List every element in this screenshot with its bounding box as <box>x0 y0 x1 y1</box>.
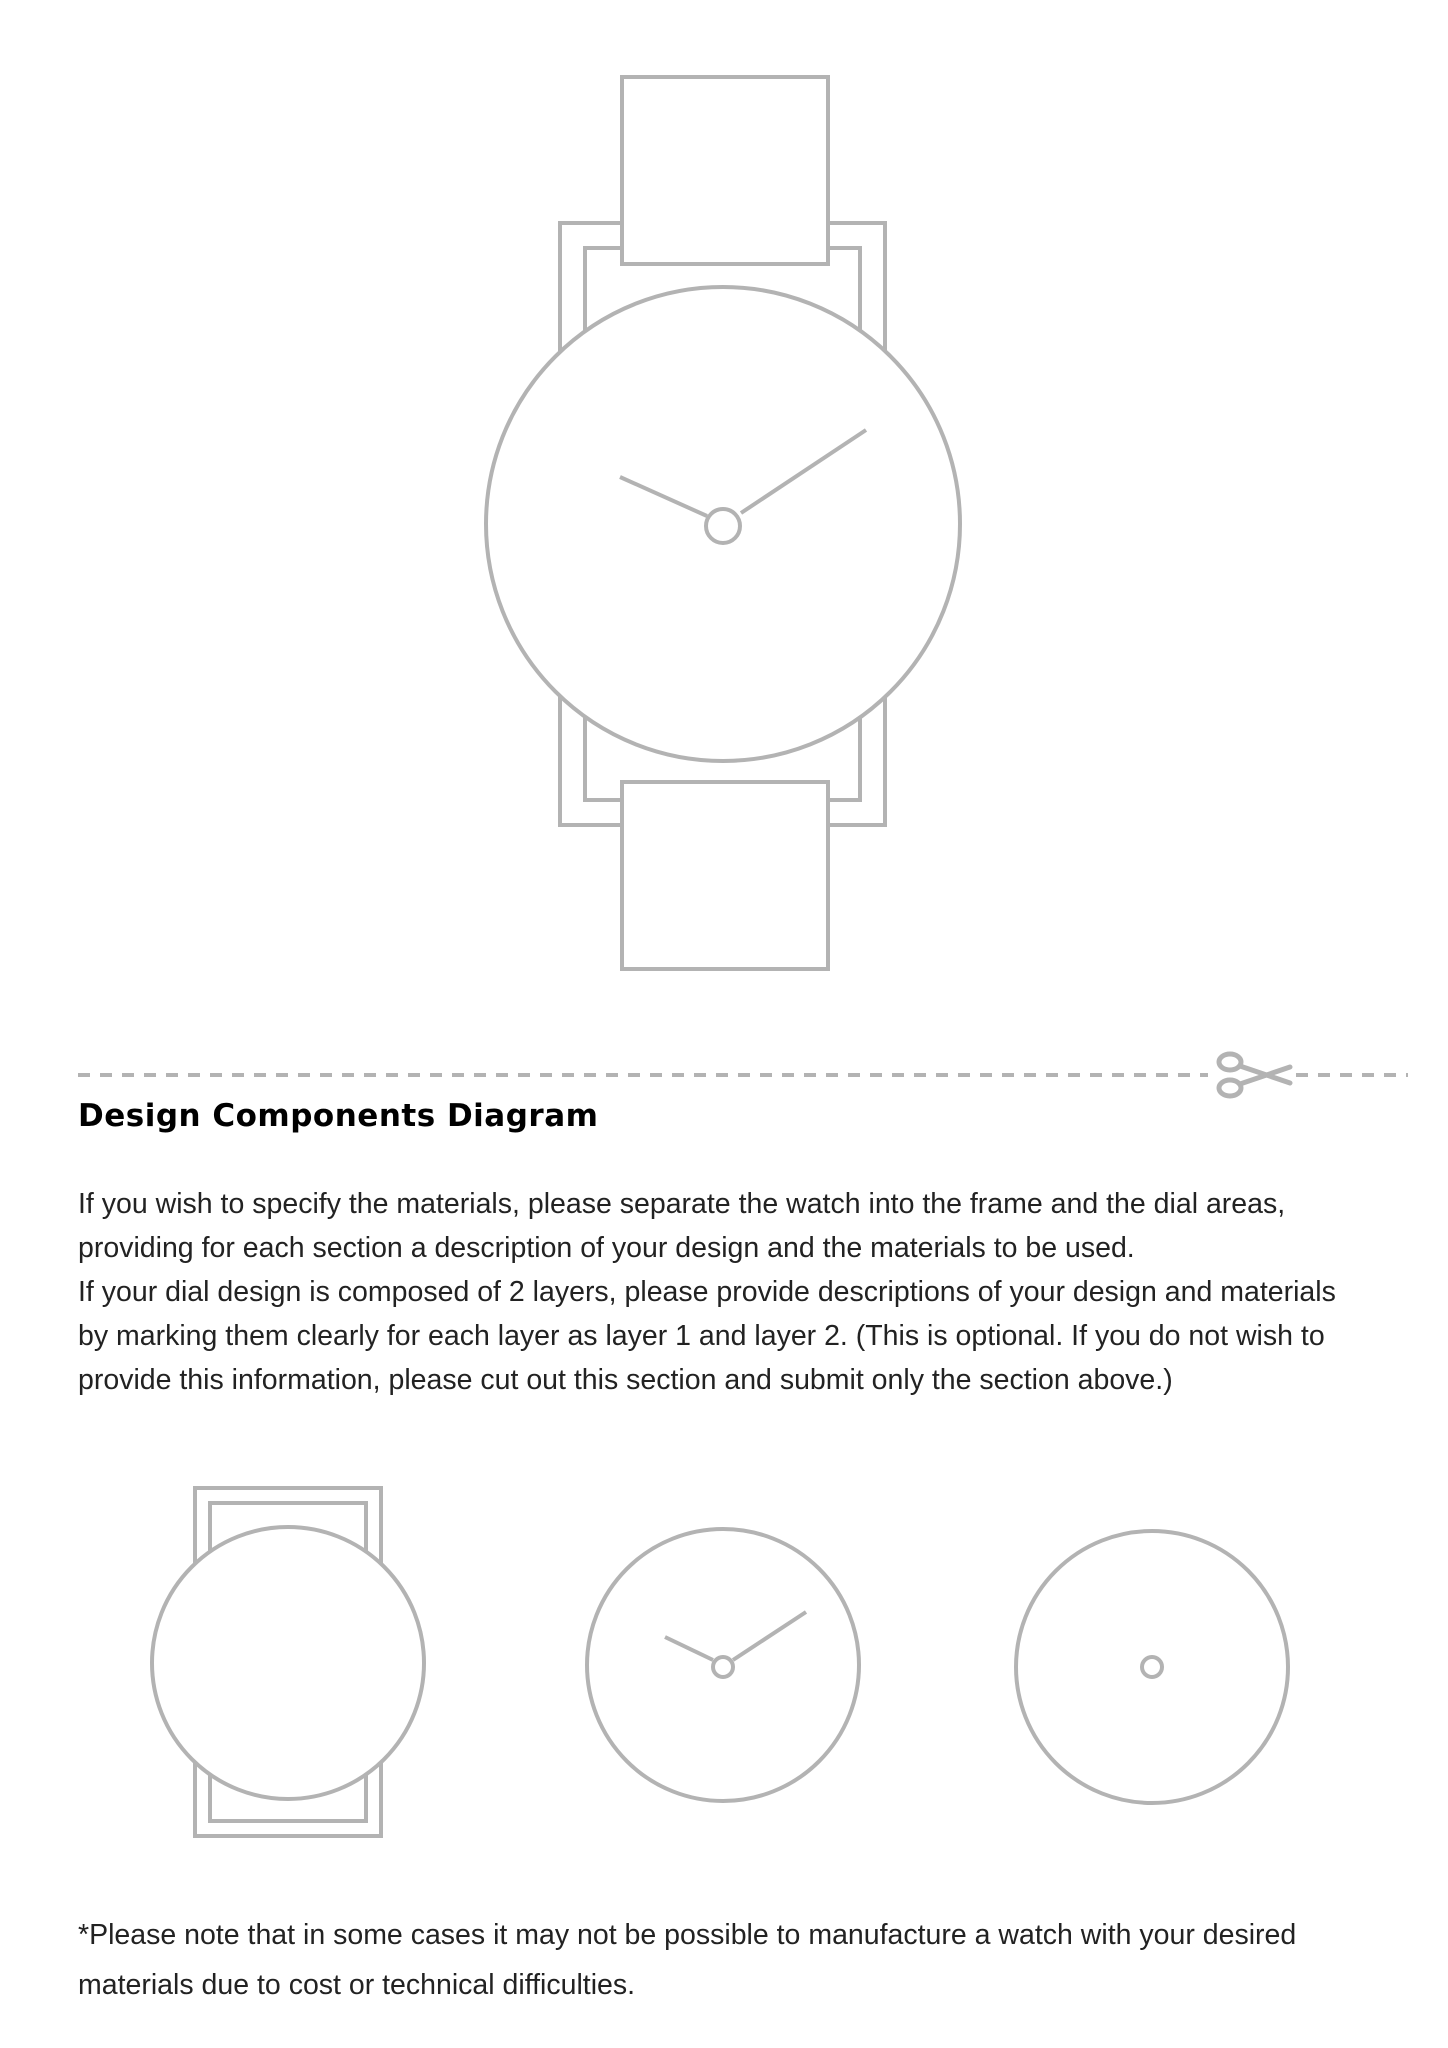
design-components <box>0 1470 1448 1870</box>
instructions-line: If you wish to specify the materials, please separate the watch into the frame and the dial areas, <box>78 1188 1286 1220</box>
note-line: materials due to cost or technical difficulties. <box>78 1969 636 2001</box>
dial-layer-center <box>1142 1657 1162 1677</box>
watch-hand-pivot <box>706 509 740 543</box>
component-frame <box>152 1488 424 1836</box>
instructions-line: providing for each section a description of your design and the materials to be used. <box>78 1232 1135 1264</box>
component-dial-layer <box>1016 1531 1288 1803</box>
instructions-line: by marking them clearly for each layer as layer 1 and layer 2. (This is optional. If you do not wish to <box>78 1320 1325 1352</box>
dial-pivot <box>713 1657 733 1677</box>
frame-case <box>152 1527 424 1799</box>
manufacturing-note <box>78 1910 1418 2010</box>
component-dial-hands <box>587 1529 859 1801</box>
watch-template-drawing <box>0 0 1448 1000</box>
watch-strap-top <box>622 77 828 264</box>
section-title: Design Components Diagram <box>78 1098 599 1134</box>
dial-minute-hand <box>733 1612 806 1660</box>
instructions-line: If your dial design is composed of 2 layers, please provide descriptions of your design and materials <box>78 1276 1336 1308</box>
scissors-icon <box>1219 1054 1290 1096</box>
instructions-text <box>78 1182 1418 1402</box>
note-line: *Please note that in some cases it may not be possible to manufacture a watch with your desired <box>78 1919 1297 1951</box>
dial-layer-outline <box>1016 1531 1288 1803</box>
instructions-line: provide this information, please cut out this section and submit only the section above.) <box>78 1364 1173 1396</box>
watch-strap-bottom <box>622 782 828 969</box>
cut-line <box>78 1050 1408 1100</box>
dial-hour-hand <box>665 1637 713 1660</box>
